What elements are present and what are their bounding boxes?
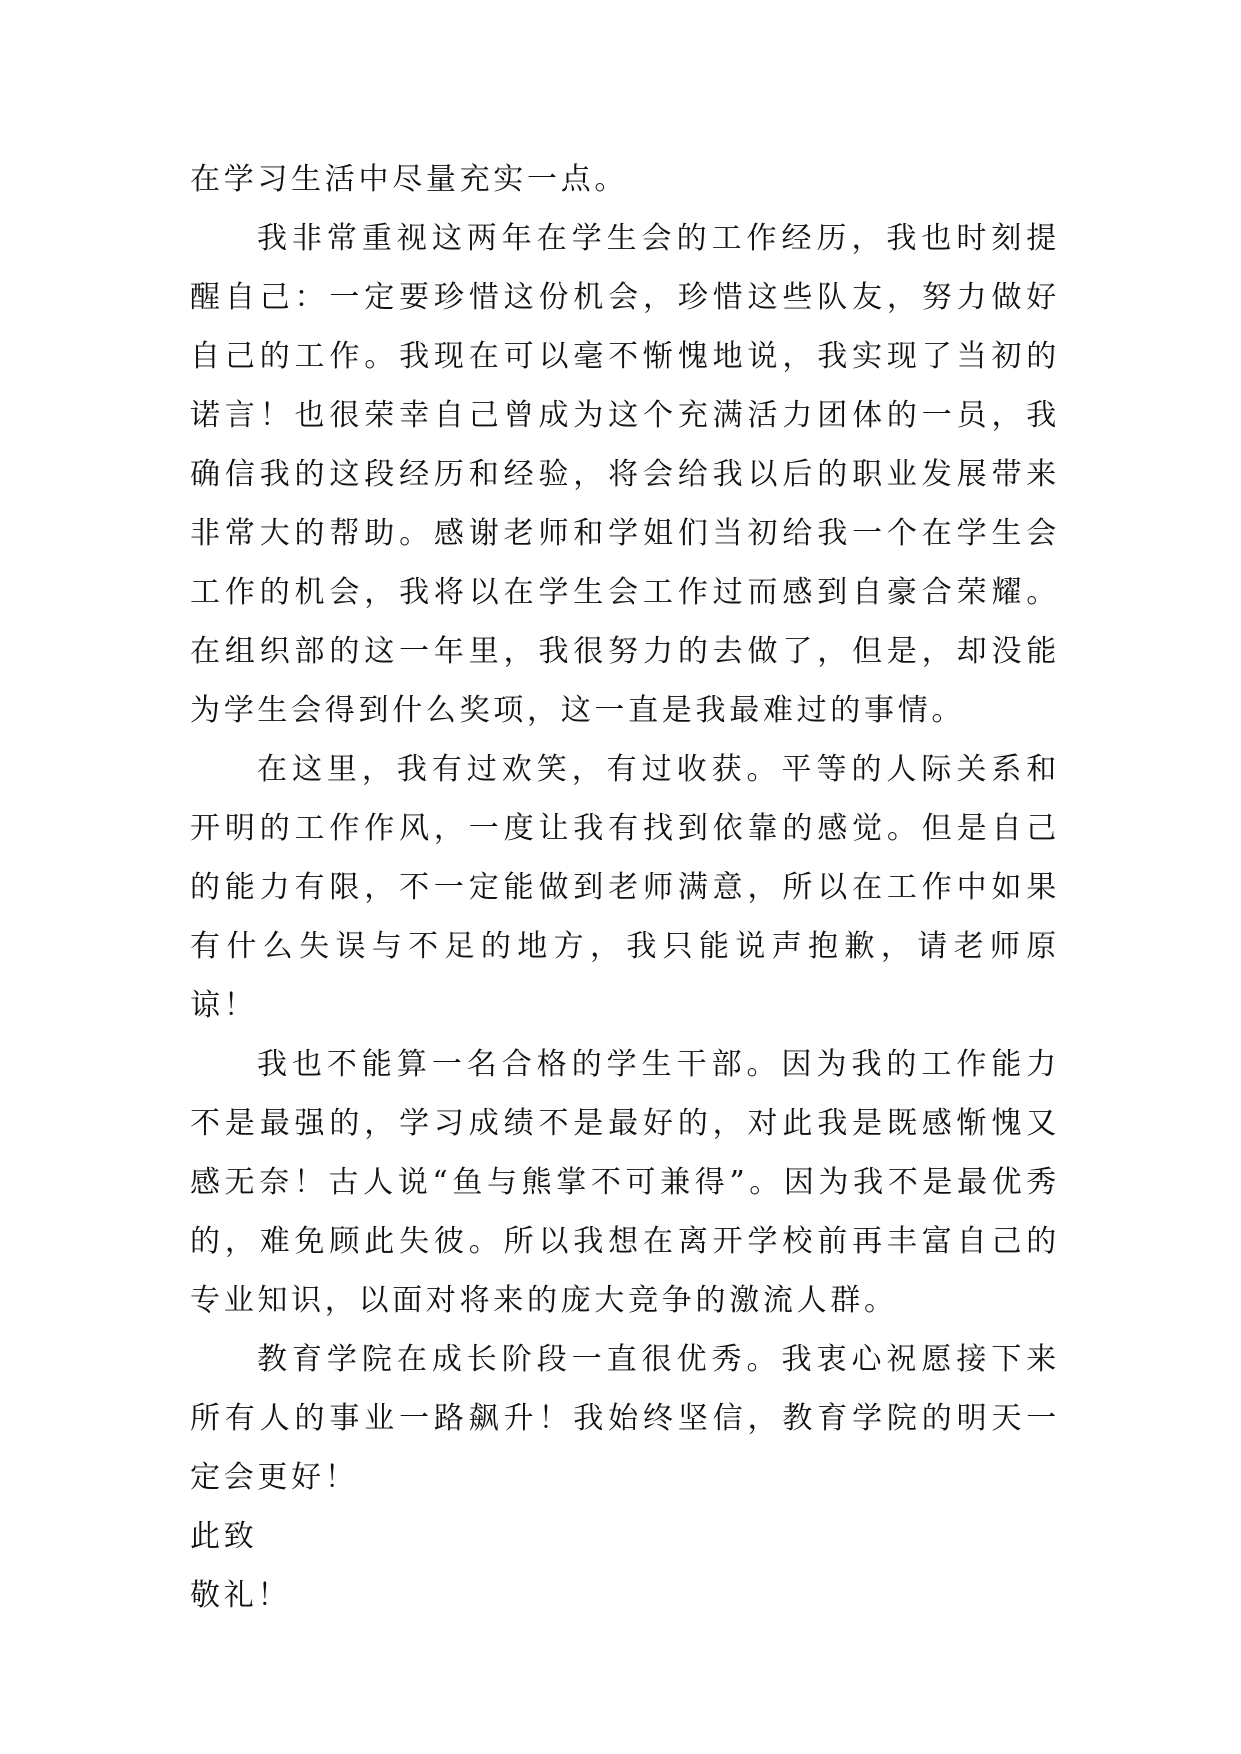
paragraph-student-union-experience: 我非常重视这两年在学生会的工作经历，我也时刻提醒自己：一定要珍惜这份机会，珍惜这些队友，努力做好自己的工作。我现在可以毫不惭愧地说，我实现了当初的诺言！也很荣幸自己曾成为这个充满活力团体的一员，我确信我的这段经历和经验，将会给我以后的职业发展带来非常大的帮助。感谢老师和学姐们当初给我一个在学生会工作的机会，我将以在学生会工作过而感到自豪合荣耀。在组织部的这一年里，我很努力的去做了，但是，却没能为学生会得到什么奖项，这一直是我最难过的事情。 [190, 221, 1060, 728]
letter-body [190, 150, 1060, 1625]
closing-salutation-1: 此致 [190, 1519, 258, 1554]
paragraph-best-wishes: 教育学院在成长阶段一直很优秀。我衷心祝愿接下来所有人的事业一路飙升！我始终坚信，教育学院的明天一定会更好！ [190, 1342, 1060, 1495]
closing-salutation-2: 敬礼！ [190, 1578, 292, 1613]
paragraph-self-assessment: 我也不能算一名合格的学生干部。因为我的工作能力不是最强的，学习成绩不是最好的，对此我是既感惭愧又感无奈！古人说“鱼与熊掌不可兼得”。因为我不是最优秀的，难免顾此失彼。所以我想在离开学校前再丰富自己的专业知识，以面对将来的庞大竞争的激流人群。 [190, 1047, 1060, 1318]
paragraph-continuation: 在学习生活中尽量充实一点。 [190, 162, 629, 197]
paragraph-gains-and-apology: 在这里，我有过欢笑，有过收获。平等的人际关系和开明的工作作风，一度让我有找到依靠的感觉。但是自己的能力有限，不一定能做到老师满意，所以在工作中如果有什么失误与不足的地方，我只能说声抱歉，请老师原谅！ [190, 752, 1060, 1023]
